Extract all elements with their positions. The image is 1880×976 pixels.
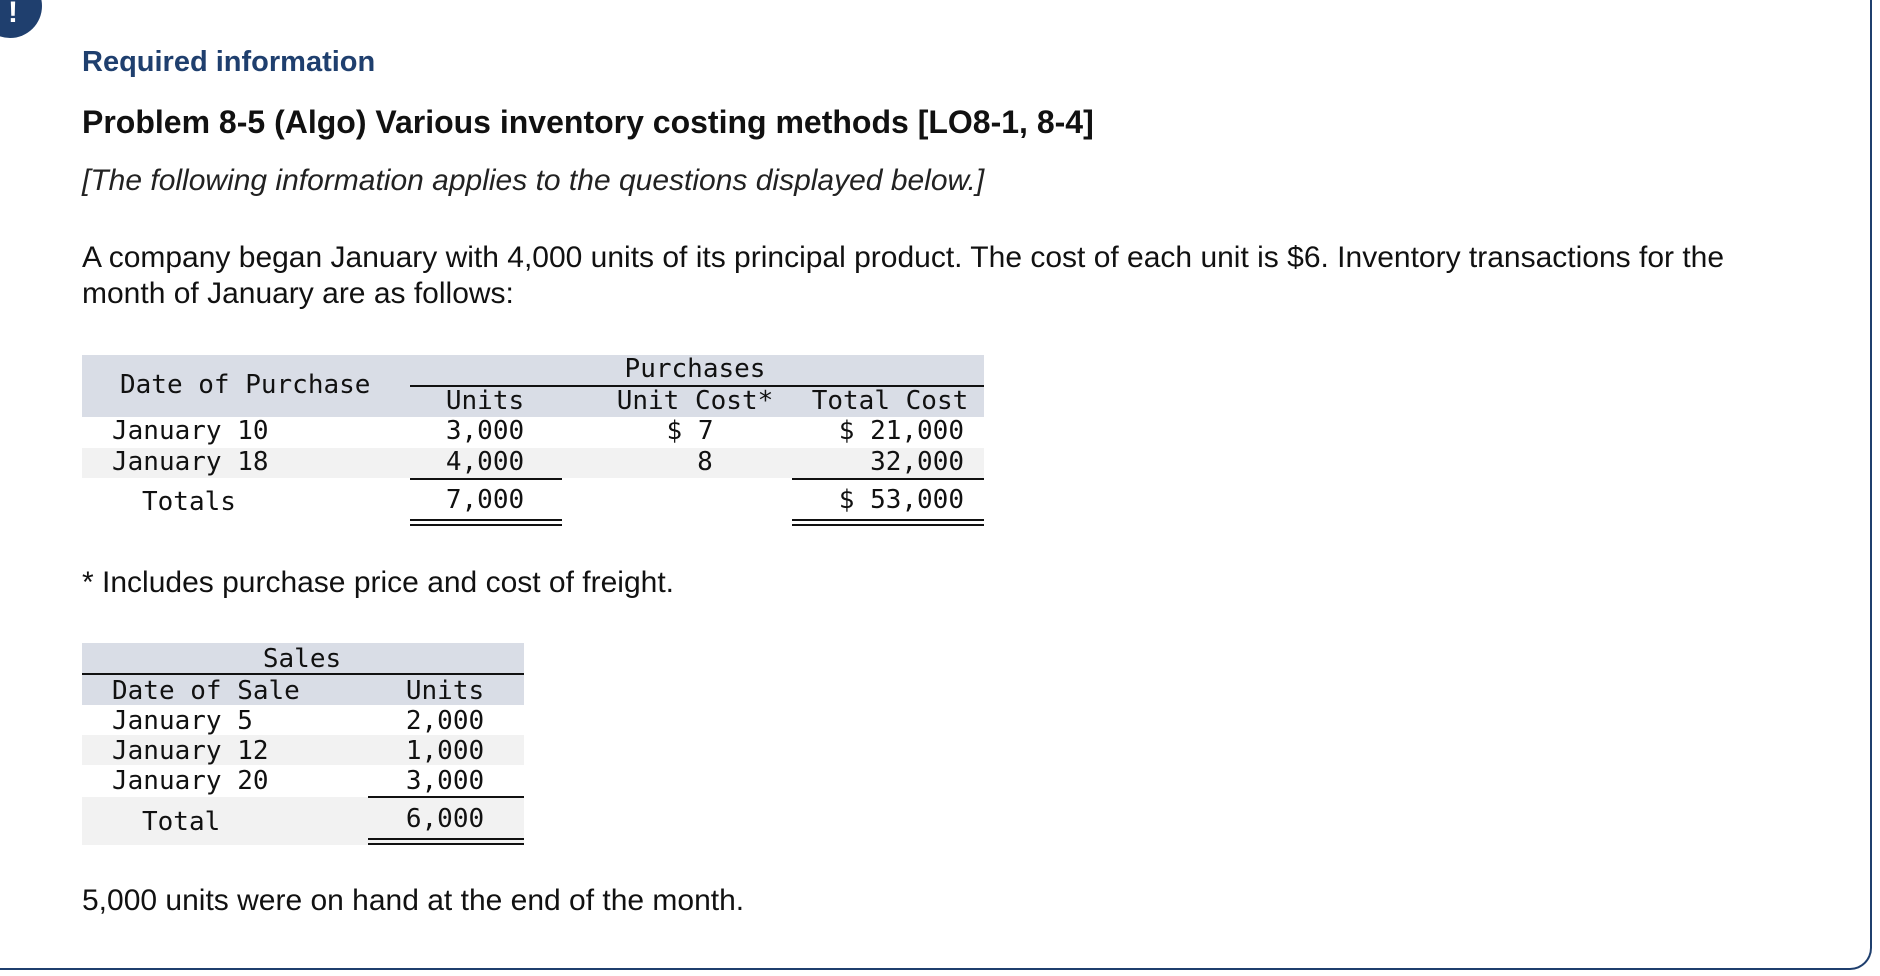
col-unit-cost: Unit Cost* — [616, 386, 774, 416]
purchase-row-units: 3,000 — [445, 416, 525, 446]
col-sales-units: Units — [405, 676, 485, 706]
purchase-row-unit-cost: $ 7 — [666, 416, 714, 446]
purchase-row-date: January 10 — [112, 416, 269, 446]
col-total-cost: Total Cost — [811, 386, 969, 416]
sales-group-header: Sales — [262, 644, 342, 674]
purchase-row-units: 4,000 — [445, 447, 525, 477]
units-subtotal-rule — [410, 478, 562, 480]
purchase-row-date: January 18 — [112, 447, 269, 477]
purchase-row-total-cost: $ 21,000 — [838, 416, 964, 446]
purchases-totals-units: 7,000 — [445, 485, 525, 515]
cost-subtotal-rule — [792, 478, 984, 480]
alert-icon: ! — [0, 0, 42, 38]
sales-total-units: 6,000 — [405, 804, 485, 834]
sale-row-date: January 5 — [112, 706, 253, 736]
purchases-totals-cost: $ 53,000 — [838, 485, 964, 515]
purchases-totals-label: Totals — [142, 487, 236, 517]
sales-subtotal-rule — [368, 796, 524, 798]
sales-total-label: Total — [142, 807, 221, 837]
required-information-heading: Required information — [82, 46, 376, 78]
purchase-row-total-cost: 32,000 — [870, 447, 964, 477]
sale-row-date: January 20 — [112, 766, 269, 796]
units-total-double-rule — [410, 519, 562, 521]
purchases-group-header: Purchases — [624, 354, 766, 384]
col-units: Units — [445, 386, 525, 416]
sales-total-double-rule — [368, 843, 524, 845]
cost-total-double-rule — [792, 519, 984, 521]
sale-row-units: 1,000 — [405, 736, 485, 766]
cost-total-double-rule — [792, 524, 984, 526]
sales-total-double-rule — [368, 838, 524, 840]
sale-row-units: 3,000 — [405, 766, 485, 796]
col-date-of-sale: Date of Sale — [112, 676, 300, 706]
col-date-of-purchase: Date of Purchase — [120, 370, 371, 400]
problem-title: Problem 8-5 (Algo) Various inventory costing methods [LO8-1, 8-4] — [82, 104, 1094, 140]
intro-paragraph: A company began January with 4,000 units of its principal product. The cost of each unit is $6. Inventory transactions for the month of January are as follows: — [82, 241, 1725, 310]
sale-row-date: January 12 — [112, 736, 269, 766]
purchase-row-unit-cost: 8 — [697, 447, 713, 477]
applies-note: [The following information applies to the questions displayed below.] — [82, 164, 985, 197]
sale-row-units: 2,000 — [405, 706, 485, 736]
units-total-double-rule — [410, 524, 562, 526]
footnote: * Includes purchase price and cost of freight. — [82, 566, 675, 599]
end-of-month-note: 5,000 units were on hand at the end of the month. — [82, 884, 745, 917]
